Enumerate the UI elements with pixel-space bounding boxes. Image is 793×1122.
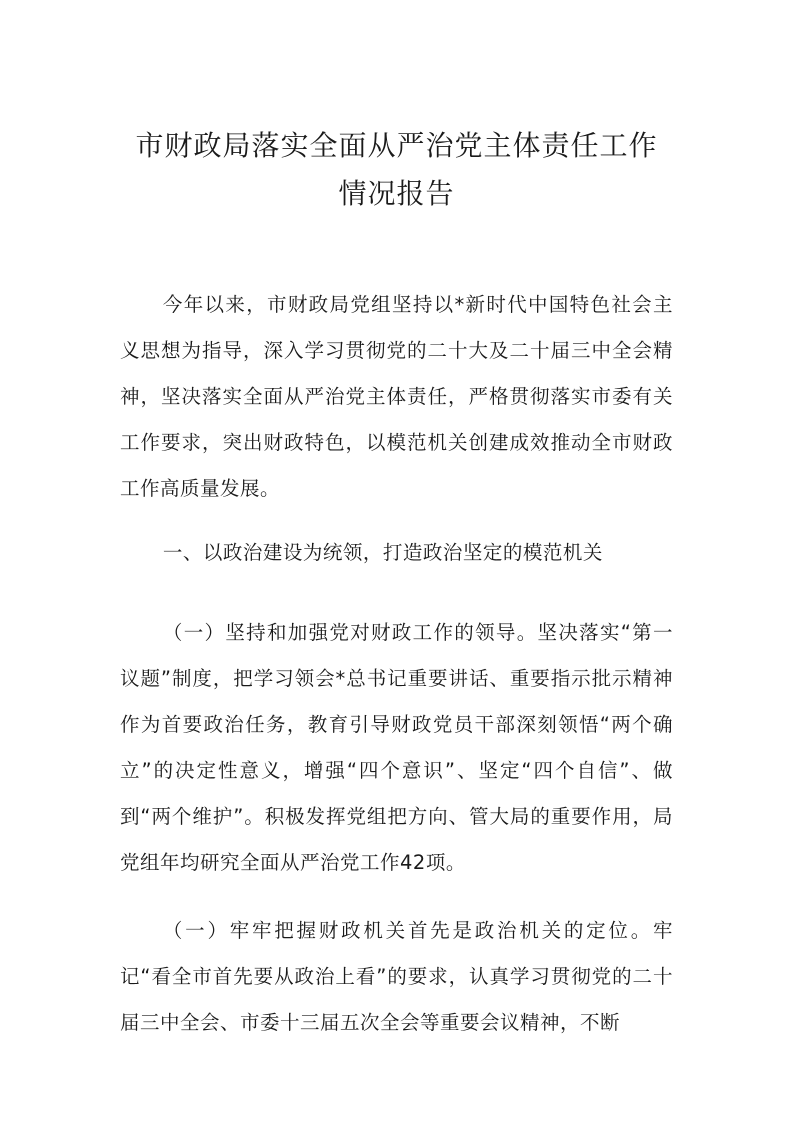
intro-paragraph: 今年以来，市财政局党组坚持以*新时代中国特色社会主义思想为指导，深入学习贯彻党的二十大及二十届三中全会精神，坚决落实全面从严治党主体责任，严格贯彻落实市委有关工作要求，突出财政特色，以模范机关创建成效推动全市财政工作高质量发展。 [120, 293, 673, 500]
title-line-2: 情况报告 [338, 177, 455, 210]
subsection-paragraph-1: （一）坚持和加强党对财政工作的领导。坚决落实“第一议题”制度，把学习领会*总书记重要讲话、重要指示批示精神作为首要政治任务，教育引导财政党员干部深刻领悟“两个确立”的决定性意义，增强“四个意识”、坚定“四个自信”、做到“两个维护”。积极发挥党组把方向、管大局的重要作用，局党组年均研究全面从严治党工作42项。 [120, 621, 673, 874]
document-title [120, 122, 673, 218]
title-line-1: 市财政局落实全面从严治党主体责任工作 [135, 129, 658, 162]
section-heading-1: 一、以政治建设为统领，打造政治坚定的模范机关 [162, 541, 603, 564]
subsection-paragraph-2: （一）牢牢把握财政机关首先是政治机关的定位。牢记“看全市首先要从政治上看”的要求，认真学习贯彻党的二十届三中全会、市委十三届五次全会等重要会议精神，不断 [120, 919, 673, 1034]
